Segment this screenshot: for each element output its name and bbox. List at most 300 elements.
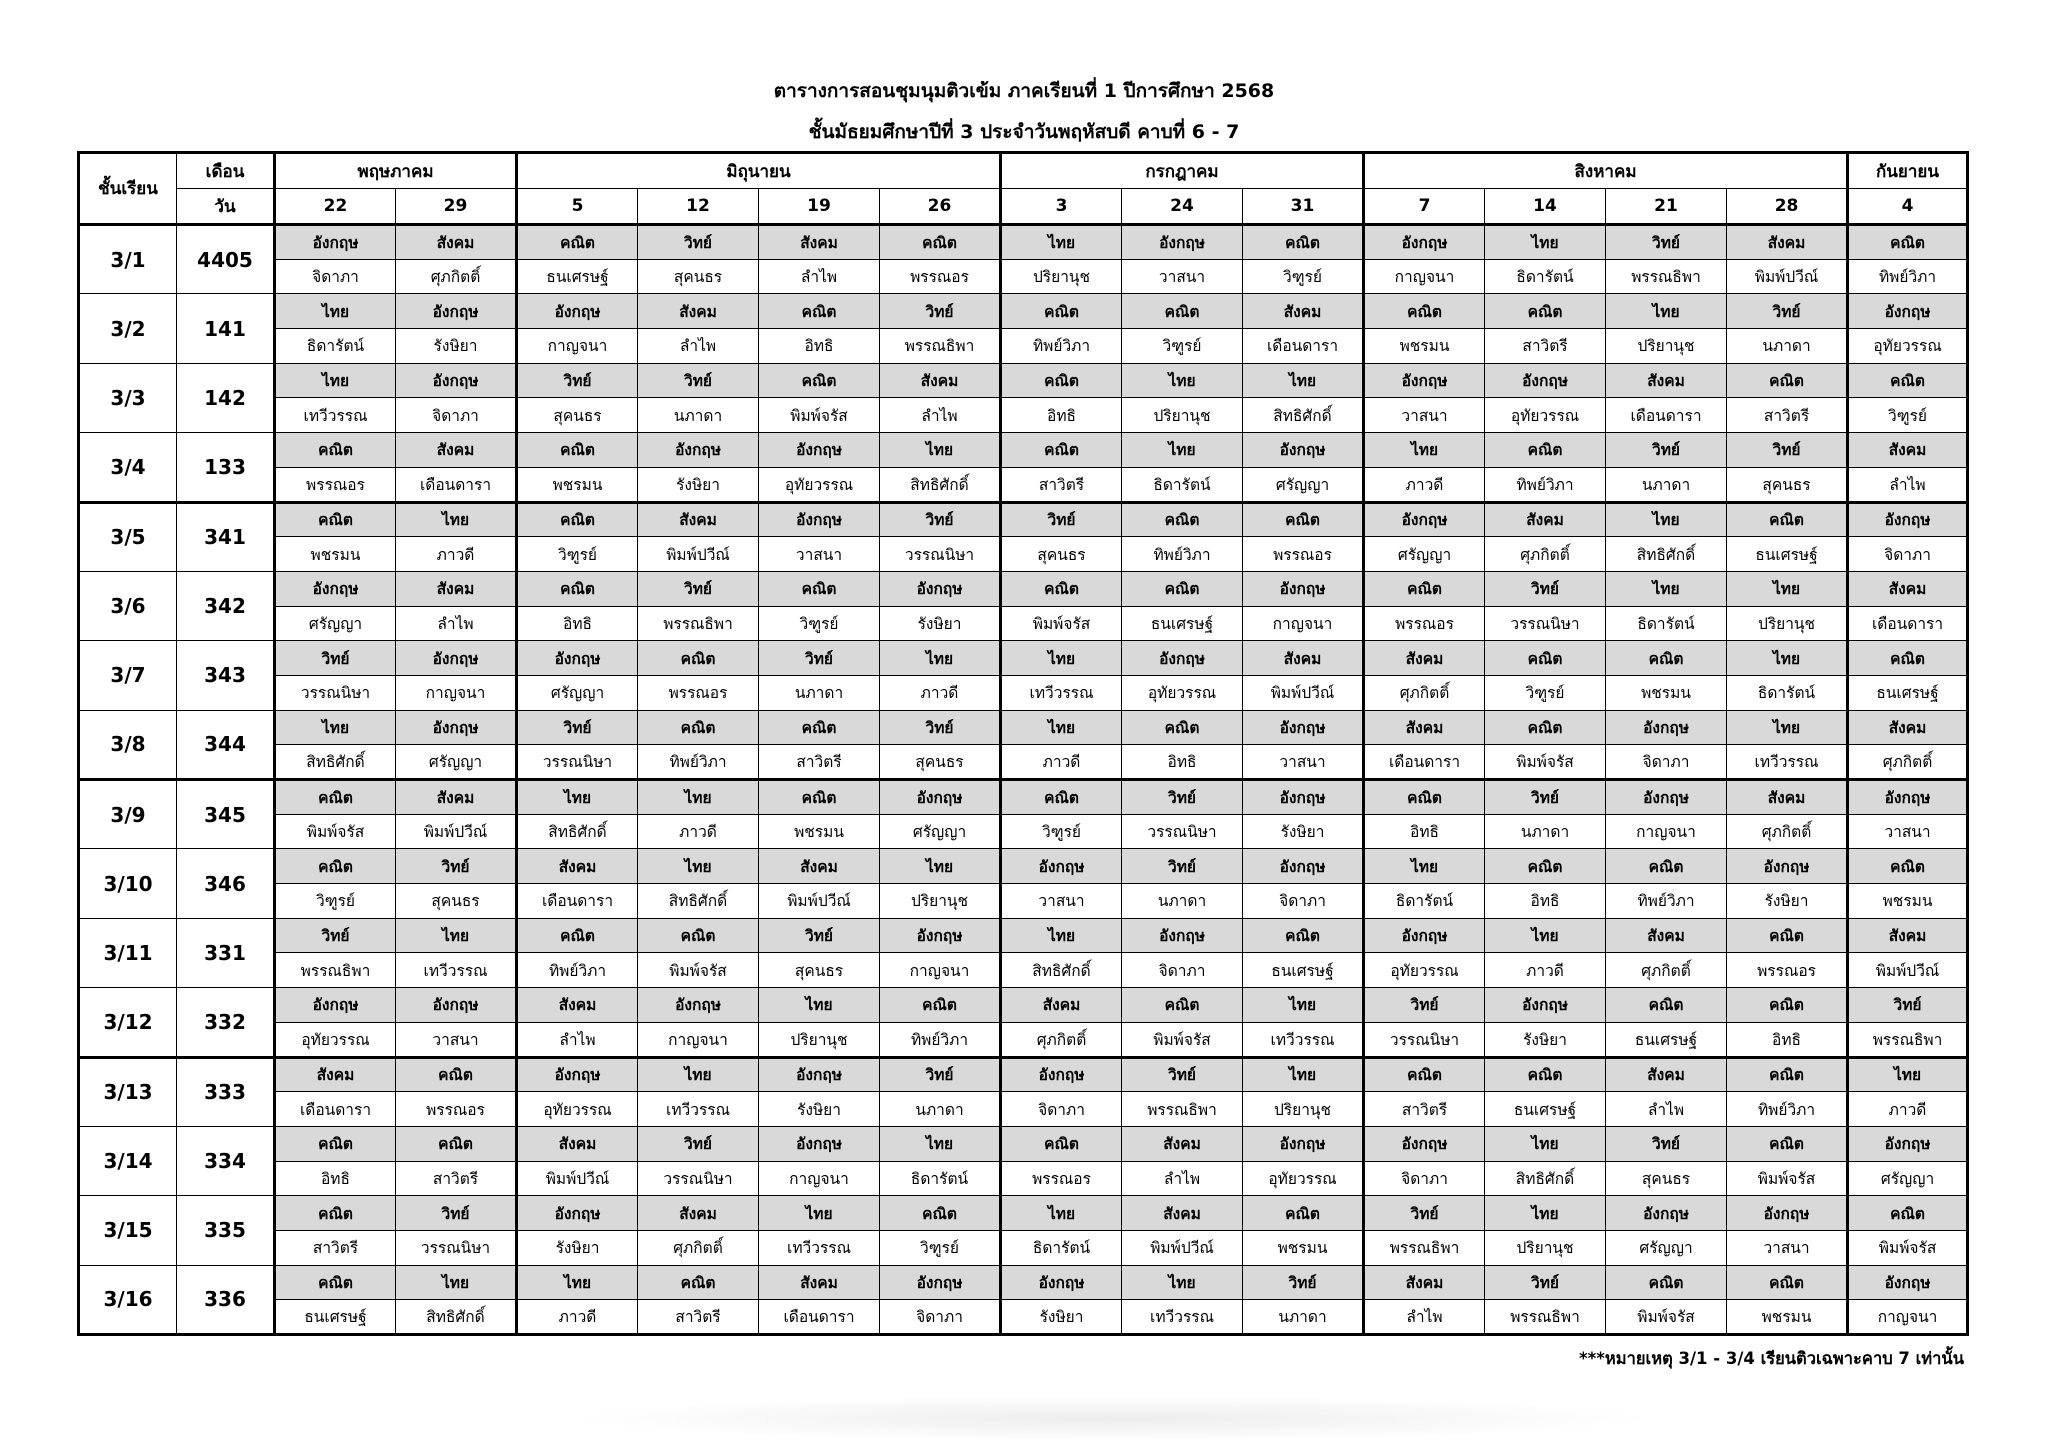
teacher-cell: สาวิตรี (1727, 398, 1848, 433)
table-row-subjects (79, 1126, 1968, 1161)
subject-cell: สังคม (1122, 1126, 1243, 1161)
subject-cell: อังกฤษ (759, 502, 880, 537)
day-header: 12 (638, 189, 759, 225)
subject-cell: อังกฤษ (1243, 1126, 1364, 1161)
subject-cell: สังคม (1243, 294, 1364, 329)
subject-cell: อังกฤษ (1001, 1265, 1122, 1300)
subject-cell: วิทย์ (517, 363, 638, 398)
subject-cell: ไทย (1001, 918, 1122, 953)
subject-cell: วิทย์ (275, 641, 396, 676)
class-cell: 3/4 (79, 433, 177, 502)
subject-cell: ไทย (1364, 433, 1485, 468)
subject-cell: คณิต (1485, 710, 1606, 745)
subject-cell: อังกฤษ (880, 918, 1001, 953)
teacher-cell: พิมพ์ปวีณ์ (1848, 953, 1968, 988)
subject-cell: สังคม (396, 225, 517, 260)
subject-cell: ไทย (1485, 225, 1606, 260)
teacher-cell: เทวีวรรณ (1001, 675, 1122, 710)
teacher-cell: กาญจนา (1364, 259, 1485, 294)
teacher-cell: ศรัญญา (275, 606, 396, 641)
teacher-cell: ธนเศรษฐ์ (1122, 606, 1243, 641)
teacher-cell: วรรณนิษา (1485, 606, 1606, 641)
class-cell: 3/3 (79, 363, 177, 432)
header-row-days (79, 189, 1968, 225)
teacher-cell: วาสนา (1364, 398, 1485, 433)
teacher-cell: วิฑูรย์ (1122, 329, 1243, 364)
subject-cell: อังกฤษ (396, 641, 517, 676)
teacher-cell: พิมพ์จรัส (1122, 1022, 1243, 1057)
footnote: ***หมายเหตุ 3/1 - 3/4 เรียนติวเฉพาะคาบ 7 เท่านั้น (1578, 1349, 1964, 1368)
subject-cell: คณิต (1122, 571, 1243, 606)
subject-cell: สังคม (1848, 571, 1968, 606)
subject-cell: คณิต (638, 710, 759, 745)
teacher-cell: ธิดารัตน์ (1606, 606, 1727, 641)
teacher-cell: นภาดา (1606, 467, 1727, 502)
subject-cell: วิทย์ (396, 849, 517, 884)
subject-cell: อังกฤษ (1848, 1265, 1968, 1300)
table-row-teachers (79, 953, 1968, 988)
teacher-cell: พิมพ์ปวีณ์ (1243, 675, 1364, 710)
subject-cell: อังกฤษ (1243, 710, 1364, 745)
day-header: 7 (1364, 189, 1485, 225)
table-row-subjects (79, 988, 1968, 1023)
teacher-cell: อิทธิ (759, 329, 880, 364)
subject-cell: สังคม (1606, 918, 1727, 953)
day-header: 4 (1848, 189, 1968, 225)
table-row-subjects (79, 780, 1968, 815)
subject-cell: อังกฤษ (396, 363, 517, 398)
teacher-cell: กาญจนา (517, 329, 638, 364)
subject-cell: สังคม (1485, 502, 1606, 537)
subject-cell: อังกฤษ (1122, 918, 1243, 953)
teacher-cell: พชรมน (1606, 675, 1727, 710)
table-row-teachers (79, 675, 1968, 710)
room-cell: 133 (177, 433, 275, 502)
subject-cell: สังคม (759, 1265, 880, 1300)
teacher-cell: สาวิตรี (1364, 1092, 1485, 1127)
subject-cell: คณิต (638, 1265, 759, 1300)
subject-cell: อังกฤษ (1848, 502, 1968, 537)
subject-cell: ไทย (1727, 710, 1848, 745)
teacher-cell: ศุภกิตติ์ (1848, 745, 1968, 780)
teacher-cell: ภาวดี (1364, 467, 1485, 502)
title-line-2: ชั้นมัธยมศึกษาปีที่ 3 ประจำวันพฤหัสบดี คาบที่ 6 - 7 (808, 121, 1240, 143)
room-cell: 343 (177, 641, 275, 710)
teacher-cell: สิทธิศักดิ์ (638, 884, 759, 919)
subject-cell: ไทย (275, 710, 396, 745)
subject-cell: คณิต (1001, 433, 1122, 468)
class-cell: 3/16 (79, 1265, 177, 1334)
page-shadow (560, 1395, 1660, 1442)
teacher-cell: อุทัยวรรณ (517, 1092, 638, 1127)
subject-cell: วิทย์ (1606, 1126, 1727, 1161)
subject-cell: คณิต (1727, 1265, 1848, 1300)
subject-cell: อังกฤษ (1122, 225, 1243, 260)
teacher-cell: ปริยานุช (759, 1022, 880, 1057)
subject-cell: คณิต (638, 918, 759, 953)
subject-cell: ไทย (759, 1196, 880, 1231)
teacher-cell: สุคนธร (396, 884, 517, 919)
subject-cell: คณิต (1364, 1057, 1485, 1092)
subject-cell: คณิต (275, 849, 396, 884)
teacher-cell: วรรณนิษา (880, 537, 1001, 572)
table-row-subjects (79, 1265, 1968, 1300)
teacher-cell: ศุภกิตติ์ (1485, 537, 1606, 572)
teacher-cell: พชรมน (1727, 1300, 1848, 1335)
teacher-cell: พชรมน (1364, 329, 1485, 364)
table-row-subjects (79, 225, 1968, 260)
table-row-teachers (79, 814, 1968, 849)
subject-cell: วิทย์ (638, 225, 759, 260)
subject-cell: วิทย์ (880, 294, 1001, 329)
teacher-cell: พชรมน (759, 814, 880, 849)
teacher-cell: ศุภกิตติ์ (1001, 1022, 1122, 1057)
teacher-cell: สิทธิศักดิ์ (1243, 398, 1364, 433)
subject-cell: ไทย (1001, 1196, 1122, 1231)
day-header-label: วัน (177, 189, 275, 225)
month-header: พฤษภาคม (275, 153, 517, 189)
teacher-cell: เดือนดารา (275, 1092, 396, 1127)
subject-cell: วิทย์ (1122, 780, 1243, 815)
subject-cell: อังกฤษ (1485, 363, 1606, 398)
class-cell: 3/1 (79, 225, 177, 294)
subject-cell: คณิต (759, 710, 880, 745)
teacher-cell: อิทธิ (1001, 398, 1122, 433)
subject-cell: คณิต (1606, 849, 1727, 884)
subject-cell: อังกฤษ (1243, 780, 1364, 815)
teacher-cell: เดือนดารา (396, 467, 517, 502)
teacher-cell: ทิพย์วิภา (1485, 467, 1606, 502)
teacher-cell: สาวิตรี (396, 1161, 517, 1196)
subject-cell: คณิต (1243, 918, 1364, 953)
subject-cell: วิทย์ (880, 710, 1001, 745)
teacher-cell: สุคนธร (759, 953, 880, 988)
table-row-subjects (79, 502, 1968, 537)
teacher-cell: รังษิยา (638, 467, 759, 502)
teacher-cell: กาญจนา (880, 953, 1001, 988)
teacher-cell: ปริยานุช (1122, 398, 1243, 433)
teacher-cell: รังษิยา (1485, 1022, 1606, 1057)
teacher-cell: พิมพ์จรัส (759, 398, 880, 433)
subject-cell: คณิต (1727, 363, 1848, 398)
teacher-cell: จิดาภา (880, 1300, 1001, 1335)
teacher-cell: สิทธิศักดิ์ (1001, 953, 1122, 988)
subject-cell: ไทย (1727, 571, 1848, 606)
room-cell: 141 (177, 294, 275, 363)
subject-cell: คณิต (1122, 988, 1243, 1023)
teacher-cell: สุคนธร (1727, 467, 1848, 502)
subject-cell: คณิต (1122, 502, 1243, 537)
teacher-cell: ภาวดี (638, 814, 759, 849)
teacher-cell: ธิดารัตน์ (1364, 884, 1485, 919)
month-header: กรกฎาคม (1001, 153, 1364, 189)
room-cell: 345 (177, 780, 275, 849)
class-cell: 3/6 (79, 571, 177, 640)
table-row-subjects (79, 1196, 1968, 1231)
teacher-cell: พิมพ์จรัส (638, 953, 759, 988)
subject-cell: ไทย (517, 780, 638, 815)
teacher-cell: เทวีวรรณ (1122, 1300, 1243, 1335)
teacher-cell: วรรณนิษา (517, 745, 638, 780)
subject-cell: ไทย (1485, 1126, 1606, 1161)
teacher-cell: ลำไพ (880, 398, 1001, 433)
subject-cell: ไทย (1364, 849, 1485, 884)
teacher-cell: เทวีวรรณ (275, 398, 396, 433)
table-row-subjects (79, 641, 1968, 676)
subject-cell: วิทย์ (1122, 849, 1243, 884)
teacher-cell: อุทัยวรรณ (1848, 329, 1968, 364)
teacher-cell: เทวีวรรณ (396, 953, 517, 988)
teacher-cell: พิมพ์จรัส (1606, 1300, 1727, 1335)
teacher-cell: นภาดา (880, 1092, 1001, 1127)
table-row-teachers (79, 329, 1968, 364)
subject-cell: คณิต (517, 571, 638, 606)
subject-cell: คณิต (275, 780, 396, 815)
teacher-cell: อุทัยวรรณ (275, 1022, 396, 1057)
teacher-cell: เทวีวรรณ (1243, 1022, 1364, 1057)
subject-cell: สังคม (1848, 433, 1968, 468)
class-cell: 3/9 (79, 780, 177, 849)
subject-cell: สังคม (1364, 641, 1485, 676)
teacher-cell: พรรณธิพา (638, 606, 759, 641)
subject-cell: อังกฤษ (517, 641, 638, 676)
room-cell: 4405 (177, 225, 275, 294)
room-cell: 332 (177, 988, 275, 1057)
teacher-cell: สิทธิศักดิ์ (880, 467, 1001, 502)
teacher-cell: พรรณธิพา (1848, 1022, 1968, 1057)
subject-cell: สังคม (1364, 710, 1485, 745)
subject-cell: ไทย (1243, 1057, 1364, 1092)
subject-cell: คณิต (1243, 502, 1364, 537)
table-row-teachers (79, 745, 1968, 780)
subject-cell: คณิต (396, 1057, 517, 1092)
teacher-cell: พิมพ์ปวีณ์ (396, 814, 517, 849)
subject-cell: คณิต (638, 641, 759, 676)
subject-cell: วิทย์ (1243, 1265, 1364, 1300)
table-row-subjects (79, 363, 1968, 398)
subject-cell: คณิต (1243, 225, 1364, 260)
teacher-cell: พรรณธิพา (275, 953, 396, 988)
teacher-cell: วรรณนิษา (1122, 814, 1243, 849)
room-cell: 336 (177, 1265, 275, 1334)
teacher-cell: อิทธิ (1364, 814, 1485, 849)
teacher-cell: ปริยานุช (1606, 329, 1727, 364)
teacher-cell: เดือนดารา (759, 1300, 880, 1335)
teacher-cell: เดือนดารา (1243, 329, 1364, 364)
teacher-cell: สิทธิศักดิ์ (396, 1300, 517, 1335)
teacher-cell: วาสนา (1243, 745, 1364, 780)
teacher-cell: จิดาภา (1606, 745, 1727, 780)
subject-cell: สังคม (275, 1057, 396, 1092)
subject-cell: วิทย์ (1727, 433, 1848, 468)
subject-cell: อังกฤษ (880, 571, 1001, 606)
subject-cell: คณิต (275, 1196, 396, 1231)
subject-cell: ไทย (638, 1057, 759, 1092)
day-header: 28 (1727, 189, 1848, 225)
teacher-cell: รังษิยา (517, 1230, 638, 1265)
teacher-cell: วิฑูรย์ (517, 537, 638, 572)
day-header: 31 (1243, 189, 1364, 225)
subject-cell: ไทย (517, 1265, 638, 1300)
subject-cell: คณิต (759, 294, 880, 329)
subject-cell: ไทย (275, 294, 396, 329)
subject-cell: สังคม (1727, 225, 1848, 260)
subject-cell: สังคม (638, 294, 759, 329)
subject-cell: อังกฤษ (517, 1057, 638, 1092)
table-row-teachers (79, 606, 1968, 641)
teacher-cell: ภาวดี (1485, 953, 1606, 988)
room-cell: 333 (177, 1057, 275, 1126)
subject-cell: วิทย์ (517, 710, 638, 745)
subject-cell: อังกฤษ (1727, 1196, 1848, 1231)
teacher-cell: ปริยานุช (1727, 606, 1848, 641)
subject-cell: คณิต (880, 225, 1001, 260)
room-cell: 334 (177, 1126, 275, 1195)
subject-cell: อังกฤษ (396, 294, 517, 329)
table-row-subjects (79, 849, 1968, 884)
subject-cell: ไทย (1606, 294, 1727, 329)
table-row-teachers (79, 467, 1968, 502)
teacher-cell: เทวีวรรณ (759, 1230, 880, 1265)
subject-cell: อังกฤษ (517, 294, 638, 329)
teacher-cell: พชรมน (275, 537, 396, 572)
teacher-cell: วิฑูรย์ (1243, 259, 1364, 294)
teacher-cell: สาวิตรี (275, 1230, 396, 1265)
subject-cell: อังกฤษ (396, 988, 517, 1023)
teacher-cell: อิทธิ (275, 1161, 396, 1196)
teacher-cell: ลำไพ (517, 1022, 638, 1057)
teacher-cell: ธนเศรษฐ์ (517, 259, 638, 294)
subject-cell: อังกฤษ (1727, 849, 1848, 884)
subject-cell: วิทย์ (1485, 780, 1606, 815)
teacher-cell: ศรัญญา (1243, 467, 1364, 502)
room-cell: 331 (177, 918, 275, 987)
teacher-cell: วาสนา (396, 1022, 517, 1057)
subject-cell: อังกฤษ (1606, 710, 1727, 745)
subject-cell: คณิต (1364, 294, 1485, 329)
day-header: 29 (396, 189, 517, 225)
subject-cell: ไทย (396, 502, 517, 537)
subject-cell: ไทย (880, 849, 1001, 884)
subject-cell: วิทย์ (759, 918, 880, 953)
subject-cell: อังกฤษ (1364, 502, 1485, 537)
room-cell: 342 (177, 571, 275, 640)
subject-cell: สังคม (517, 988, 638, 1023)
subject-cell: คณิต (1001, 294, 1122, 329)
subject-cell: คณิต (517, 918, 638, 953)
teacher-cell: ภาวดี (396, 537, 517, 572)
teacher-cell: ศุภกิตติ์ (1606, 953, 1727, 988)
subject-cell: อังกฤษ (638, 988, 759, 1023)
teacher-cell: นภาดา (638, 398, 759, 433)
teacher-cell: ทิพย์วิภา (1848, 259, 1968, 294)
table-row-subjects (79, 1057, 1968, 1092)
teacher-cell: รังษิยา (1243, 814, 1364, 849)
subject-cell: วิทย์ (1485, 1265, 1606, 1300)
subject-cell: คณิต (1364, 780, 1485, 815)
teacher-cell: กาญจนา (638, 1022, 759, 1057)
subject-cell: คณิต (1848, 849, 1968, 884)
subject-cell: ไทย (759, 988, 880, 1023)
subject-cell: คณิต (1122, 294, 1243, 329)
subject-cell: ไทย (1122, 433, 1243, 468)
subject-cell: วิทย์ (880, 1057, 1001, 1092)
subject-cell: สังคม (638, 502, 759, 537)
subject-cell: สังคม (1848, 918, 1968, 953)
subject-cell: ไทย (1001, 641, 1122, 676)
subject-cell: สังคม (517, 1126, 638, 1161)
day-header: 21 (1606, 189, 1727, 225)
room-cell: 142 (177, 363, 275, 432)
subject-cell: วิทย์ (275, 918, 396, 953)
teacher-cell: พชรมน (517, 467, 638, 502)
subject-cell: คณิต (1485, 1057, 1606, 1092)
subject-cell: ไทย (1727, 641, 1848, 676)
teacher-cell: พรรณธิพา (1485, 1300, 1606, 1335)
teacher-cell: ปริยานุช (1243, 1092, 1364, 1127)
teacher-cell: ธิดารัตน์ (1727, 675, 1848, 710)
subject-cell: คณิต (517, 225, 638, 260)
day-header: 3 (1001, 189, 1122, 225)
teacher-cell: พรรณอร (396, 1092, 517, 1127)
subject-cell: คณิต (517, 433, 638, 468)
subject-cell: ไทย (1243, 988, 1364, 1023)
teacher-cell: ธิดารัตน์ (880, 1161, 1001, 1196)
subject-cell: อังกฤษ (1848, 1126, 1968, 1161)
teacher-cell: ศรัญญา (1364, 537, 1485, 572)
subject-cell: อังกฤษ (275, 988, 396, 1023)
day-header: 14 (1485, 189, 1606, 225)
subject-cell: อังกฤษ (880, 780, 1001, 815)
subject-cell: สังคม (1606, 1057, 1727, 1092)
teacher-cell: พรรณอร (1364, 606, 1485, 641)
subject-cell: คณิต (275, 1126, 396, 1161)
subject-cell: สังคม (1122, 1196, 1243, 1231)
subject-cell: ไทย (1606, 502, 1727, 537)
subject-cell: คณิต (1485, 294, 1606, 329)
subject-cell: วิทย์ (759, 641, 880, 676)
subject-cell: สังคม (1243, 641, 1364, 676)
subject-cell: คณิต (1001, 571, 1122, 606)
teacher-cell: ศุภกิตติ์ (638, 1230, 759, 1265)
subject-cell: อังกฤษ (1243, 849, 1364, 884)
teacher-cell: พิมพ์จรัส (1848, 1230, 1968, 1265)
teacher-cell: สิทธิศักดิ์ (1485, 1161, 1606, 1196)
subject-cell: คณิต (1122, 710, 1243, 745)
teacher-cell: ปริยานุช (880, 884, 1001, 919)
teacher-cell: รังษิยา (396, 329, 517, 364)
subject-cell: อังกฤษ (638, 433, 759, 468)
subject-cell: คณิต (1001, 1126, 1122, 1161)
teacher-cell: วาสนา (1727, 1230, 1848, 1265)
teacher-cell: สุคนธร (1001, 537, 1122, 572)
teacher-cell: ลำไพ (1364, 1300, 1485, 1335)
class-header: ชั้นเรียน (79, 153, 177, 225)
teacher-cell: ภาวดี (1001, 745, 1122, 780)
teacher-cell: วาสนา (759, 537, 880, 572)
subject-cell: วิทย์ (1364, 988, 1485, 1023)
subject-cell: คณิต (1606, 1265, 1727, 1300)
subject-cell: อังกฤษ (1364, 363, 1485, 398)
subject-cell: คณิต (396, 1126, 517, 1161)
class-cell: 3/8 (79, 710, 177, 779)
subject-cell: คณิต (275, 433, 396, 468)
teacher-cell: กาญจนา (1848, 1300, 1968, 1335)
teacher-cell: รังษิยา (880, 606, 1001, 641)
subject-cell: คณิต (1727, 502, 1848, 537)
subject-cell: ไทย (396, 1265, 517, 1300)
teacher-cell: ธนเศรษฐ์ (1243, 953, 1364, 988)
